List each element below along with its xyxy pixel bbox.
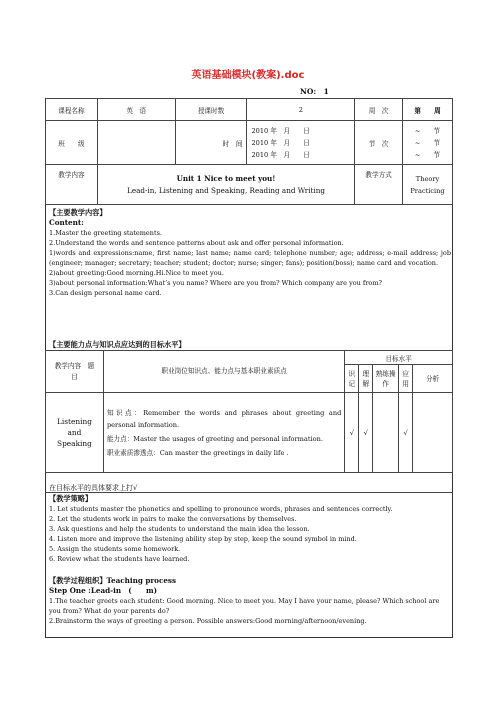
col-points: 职业岗位知识点、能力点与基本职业素质点 [103, 351, 344, 393]
unit-title: Unit 1 Nice to meet you! [176, 173, 276, 183]
strategy-item: 4. Listen more and improve the listening ability step by step, keep the sound symbol in mind. [49, 535, 357, 543]
week-label: 周 次 [355, 99, 403, 121]
mark-cell: √ [359, 393, 373, 473]
divider [45, 492, 453, 493]
strategy-item: 3. Ask questions and help the students to understand the main idea the lesson. [49, 525, 310, 533]
content-line: 1.Master the greeting statements. [49, 229, 162, 237]
ability-heading [49, 340, 186, 350]
mark-cell: √ [399, 393, 413, 473]
date-line: 2010 年 月 日 [251, 138, 310, 147]
method-theory: Theory [415, 174, 440, 183]
course-name-value: 英 语 [97, 99, 175, 121]
dates-cell [247, 121, 355, 165]
methods-cell [403, 165, 453, 205]
strategy-item: 1. Let students master the phonetics and spelling to pronounce words, phrases and sentences correctly. [49, 505, 393, 513]
strategy-item: 5. Assign the students some homework. [49, 545, 181, 553]
time-label: 时 间 [175, 121, 247, 165]
section-line: ~ 节 [414, 126, 441, 135]
level-apply: 应用 [399, 365, 413, 393]
class-label: 班 级 [46, 121, 98, 165]
mark-cell [373, 393, 399, 473]
process-heading [49, 576, 451, 586]
unit-cell [97, 165, 354, 205]
ability-heading-text: 【主要能力点与知识点应达到的目标水平】 [49, 340, 186, 349]
level-operate: 熟练操作 [373, 365, 399, 393]
process-section [49, 576, 451, 626]
skill-point: 能力点：Master the usages of greeting and personal information. [106, 434, 323, 443]
class-value [97, 121, 175, 165]
hours-label: 授课时数 [175, 99, 247, 121]
date-line: 2010 年 月 日 [251, 150, 310, 159]
method-practicing: Practicing [410, 186, 445, 195]
section-label: 节 次 [355, 121, 403, 165]
document-title: 英语基础模块(教案).doc [191, 70, 305, 81]
content-line: 1)words and expressions:name, first name; last name; name card; telephone number; age; address; e-mail address; job (engineer; manager; secretary; teacher; student; doctor; nurse; singer; fans); position(boss); name card and vocation. [49, 249, 451, 267]
date-line: 2010 年 月 日 [251, 126, 310, 135]
strategy-section [49, 494, 451, 564]
content-label: Content: [49, 218, 84, 227]
section-line: ~ 节 [414, 138, 441, 147]
strategy-heading: 【教学策略】 [49, 494, 93, 503]
content-line: 2)about greeting:Good morning.Hi.Nice to meet you. [49, 269, 224, 277]
level-understand: 理解 [359, 365, 373, 393]
process-item: 2.Brainstorm the ways of greeting a person. Possible answers:Good morning/afternoon/evening. [49, 617, 367, 625]
col-target-level: 目标水平 [345, 351, 453, 365]
topic-cell: Listening and Speaking [46, 393, 104, 473]
strategy-item: 2. Let the students work in pairs to make the conversations by themselves. [49, 515, 297, 523]
process-item: 1.The teacher greets each student: Good morning. Nice to meet you. May I have your name, please? Which school are you from? What do your parents do? [49, 597, 440, 615]
document-number: NO: 1 [300, 87, 329, 96]
target-note: 在目标水平的具体要求上打√ [49, 484, 138, 492]
content-line: 3)about personal information:What’s you name? Where are you from? Which company are you from? [49, 279, 382, 287]
quality-text: Can master the greetings in daily life . [159, 448, 289, 457]
process-step: Step One :Lead-in ( m) [49, 586, 158, 595]
quality-point [107, 447, 341, 459]
ability-table [45, 350, 453, 473]
level-memorize: 识记 [345, 365, 359, 393]
content-line: 3.Can design personal name card. [49, 289, 162, 297]
mark-cell: √ [345, 393, 359, 473]
week-value: 第 周 [403, 99, 453, 121]
content-label: 教学内容 [46, 165, 98, 205]
level-analyze: 分析 [413, 365, 453, 393]
unit-subtitle: Lead-in, Listening and Speaking, Reading and Writing [127, 185, 325, 195]
method-label: 教学方式 [355, 165, 403, 205]
quality-prefix: 职业素质渗透点： [106, 448, 160, 457]
points-cell [103, 393, 344, 473]
main-content-section [49, 208, 451, 298]
sections-cell [403, 121, 453, 165]
strategy-item: 6. Review what the students have learned. [49, 555, 190, 563]
process-heading-cn: 【教学过程组织】 [49, 576, 107, 585]
knowledge-point: 知识点：Remember the words and phrases about greeting and personal information. [106, 408, 342, 429]
header-table [45, 98, 453, 205]
hours-value: 2 [247, 99, 355, 121]
mark-cell [413, 393, 453, 473]
course-name-label: 课程名称 [46, 99, 98, 121]
section-line: ~ 节 [414, 150, 441, 159]
col-teaching-content: 教学内容 题 目 [46, 351, 104, 393]
process-heading-en: Teaching process [106, 576, 177, 585]
content-line: 2.Understand the words and sentence patterns about ask and offer personal information. [49, 239, 344, 247]
main-content-heading: 【主要教学内容】 [49, 208, 107, 217]
